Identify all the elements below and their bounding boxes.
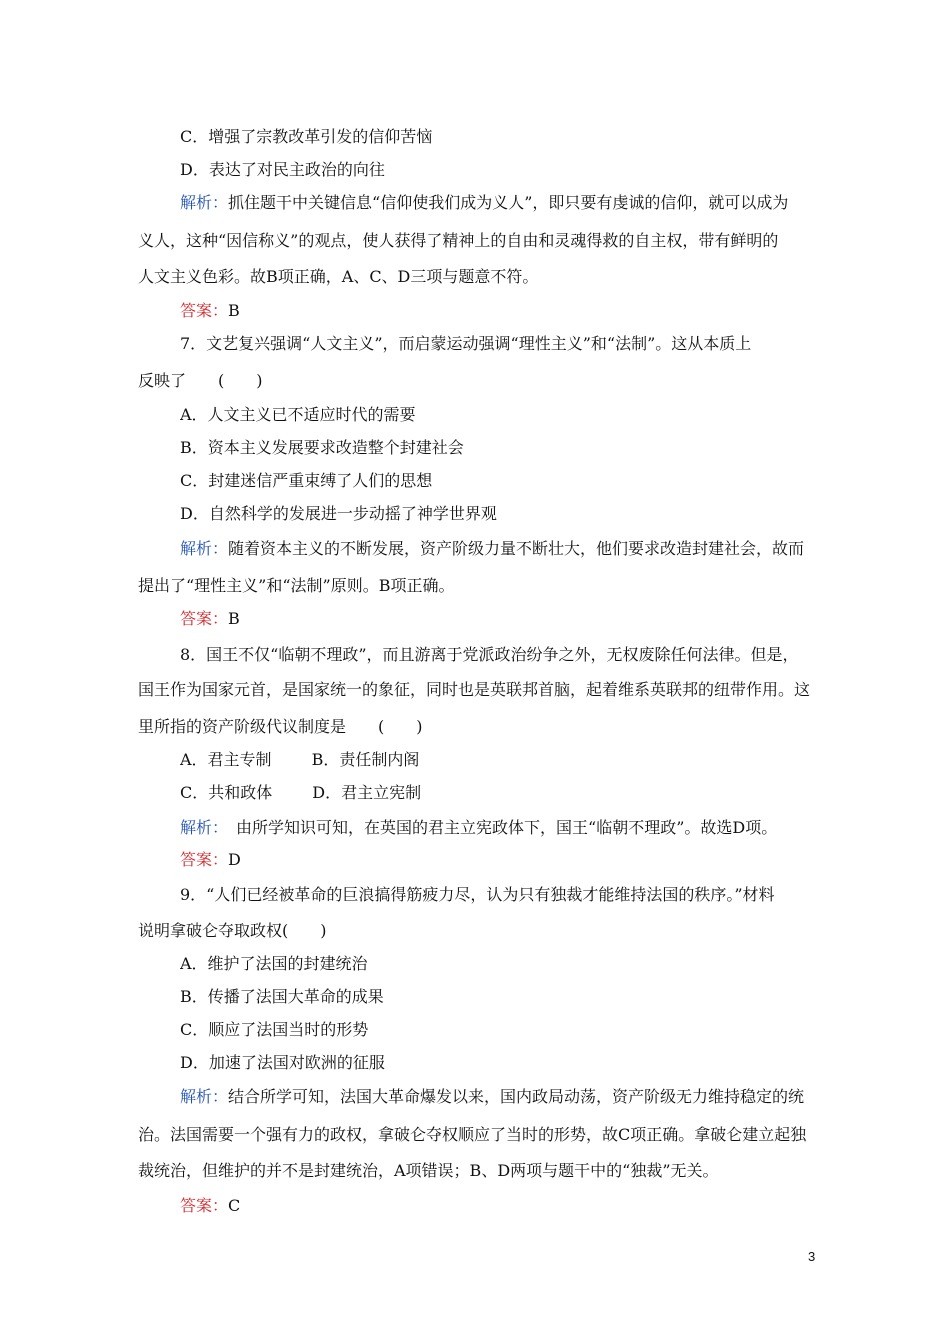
q9-answer — [180, 1195, 828, 1217]
q9-option-b: B．传播了法国大革命的成果 — [180, 987, 384, 1006]
q9-stem-line-2: 说明拿破仑夺取政权( ) — [138, 921, 327, 940]
q9-option-c: C．顺应了法国当时的形势 — [180, 1020, 369, 1039]
q9-analysis-line-3: 裁统治，但维护的并不是封建统治，A项错误；B、D两项与题干中的“独裁”无关。 — [138, 1161, 719, 1180]
q7-option-a: A．人文主义已不适应时代的需要 — [180, 405, 416, 424]
q8-options-row-2 — [180, 782, 828, 804]
q7-option-c: C．封建迷信严重束缚了人们的思想 — [180, 471, 433, 490]
q8-analysis-line-1 — [180, 817, 828, 839]
answer-label: 答案： — [180, 850, 229, 869]
analysis-text: 由所学知识可知，在英国的君主立宪政体下，国王“临朝不理政”。故选D项。 — [220, 818, 778, 837]
q7-analysis-line-1 — [180, 538, 828, 560]
q8-option-b: B．责任制内阁 — [311, 750, 420, 769]
q8-stem-line-1: 8．国王不仅“临朝不理政”，而且游离于党派政治纷争之外，无权废除任何法律。但是， — [180, 645, 799, 664]
analysis-label: 解析： — [180, 1087, 229, 1106]
analysis-text: 随着资本主义的不断发展，资产阶级力量不断壮大，他们要求改造封建社会，故而 — [228, 539, 805, 558]
answer-label: 答案： — [180, 301, 229, 320]
answer-value: D — [228, 850, 241, 869]
answer-label: 答案： — [180, 609, 229, 628]
analysis-label: 解析： — [180, 539, 229, 558]
q8-stem-line-3: 里所指的资产阶级代议制度是 ( ) — [138, 717, 423, 736]
q7-stem-line-2: 反映了 ( ) — [138, 371, 263, 390]
analysis-text: 结合所学可知，法国大革命爆发以来，国内政局动荡，资产阶级无力维持稳定的统 — [228, 1087, 805, 1106]
q9-stem-line-1: 9．“人们已经被革命的巨浪搞得筋疲力尽，认为只有独裁才能维持法国的秩序。”材料 — [180, 885, 775, 904]
q9-analysis-line-1 — [180, 1086, 828, 1108]
q6-option-c: C．增强了宗教改革引发的信仰苦恼 — [180, 127, 433, 146]
q7-option-b: B．资本主义发展要求改造整个封建社会 — [180, 438, 464, 457]
answer-value: B — [228, 301, 240, 320]
q8-option-a: A．君主专制 — [180, 750, 272, 769]
q6-analysis-line-1 — [180, 192, 828, 214]
analysis-label: 解析： — [180, 818, 221, 837]
q9-option-a: A．维护了法国的封建统治 — [180, 954, 368, 973]
q8-answer — [180, 849, 828, 871]
answer-value: C — [228, 1196, 241, 1215]
answer-label: 答案： — [180, 1196, 229, 1215]
q8-option-c: C．共和政体 — [180, 783, 273, 802]
answer-value: B — [228, 609, 240, 628]
analysis-text: 抓住题干中关键信息“信仰使我们成为义人”，即只要有虔诚的信仰，就可以成为 — [228, 193, 789, 212]
q7-stem-line-1: 7．文艺复兴强调“人文主义”，而启蒙运动强调“理性主义”和“法制”。这从本质上 — [180, 334, 752, 353]
analysis-label: 解析： — [180, 193, 229, 212]
q8-option-d: D．君主立宪制 — [312, 783, 422, 802]
q6-option-d: D．表达了对民主政治的向往 — [180, 160, 385, 179]
q9-option-d: D．加速了法国对欧洲的征服 — [180, 1053, 385, 1072]
q7-answer — [180, 608, 828, 630]
q6-answer — [180, 300, 828, 322]
q9-analysis-line-2: 治。法国需要一个强有力的政权，拿破仑夺权顺应了当时的形势，故C项正确。拿破仑建立起独 — [138, 1125, 807, 1144]
q8-stem-line-2: 国王作为国家元首，是国家统一的象征，同时也是英联邦首脑，起着维系英联邦的纽带作用。这 — [138, 680, 811, 699]
q8-options-row-1 — [180, 749, 828, 771]
q6-analysis-line-3: 人文主义色彩。故B项正确，A、C、D三项与题意不符。 — [138, 267, 539, 286]
q6-analysis-line-2: 义人，这种“因信称义”的观点，使人获得了精神上的自由和灵魂得救的自主权，带有鲜明的 — [138, 231, 779, 250]
q7-option-d: D．自然科学的发展进一步动摇了神学世界观 — [180, 504, 497, 523]
q7-analysis-line-2: 提出了“理性主义”和“法制”原则。B项正确。 — [138, 576, 455, 595]
page-number: 3 — [808, 1249, 816, 1264]
